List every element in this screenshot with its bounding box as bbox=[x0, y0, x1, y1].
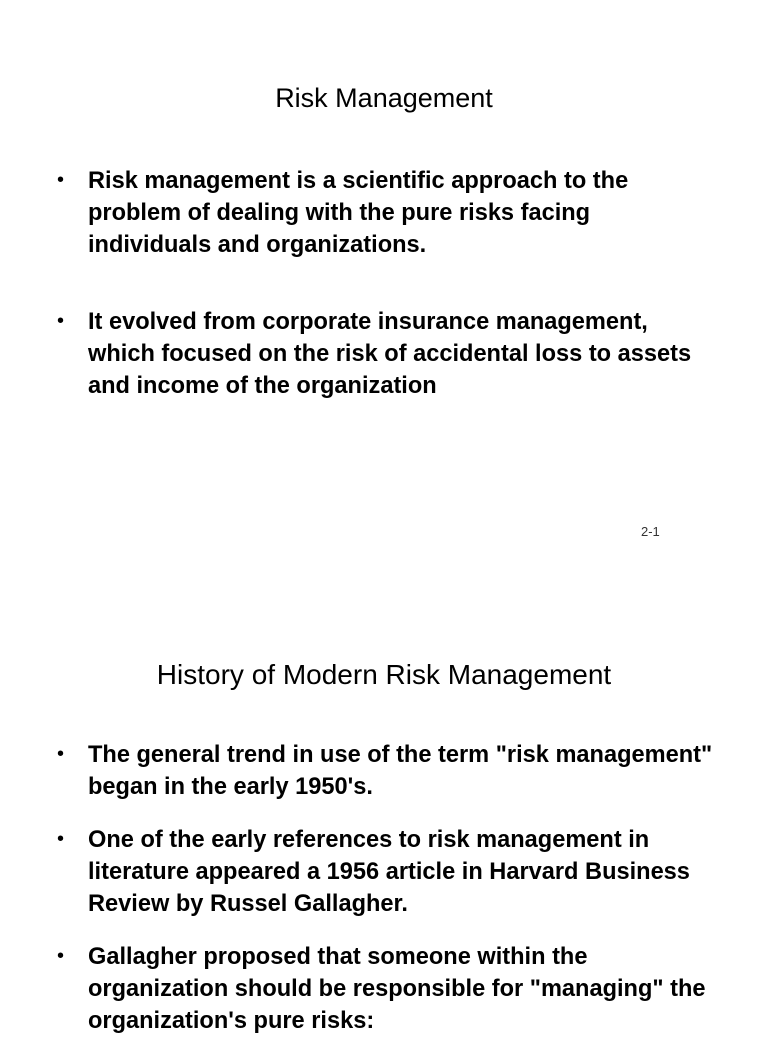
bullet-symbol: • bbox=[57, 828, 65, 850]
bullet-item bbox=[57, 824, 717, 920]
bullet-symbol: • bbox=[57, 945, 65, 967]
bullet-text: Risk management is a scientific approach to the problem of dealing with the pure risks facing individuals and organizations. bbox=[88, 168, 629, 258]
bullet-item bbox=[57, 165, 707, 261]
bullet-item bbox=[57, 739, 717, 803]
bullet-symbol: • bbox=[57, 310, 65, 332]
bullet-symbol: • bbox=[57, 169, 65, 191]
bullet-text: The general trend in use of the term "risk management" began in the early 1950's. bbox=[88, 742, 713, 800]
bullet-item bbox=[57, 306, 707, 402]
slide-title: History of Modern Risk Management bbox=[156, 659, 612, 690]
bullet-text: It evolved from corporate insurance management, which focused on the risk of accidental loss to assets and income of the organization bbox=[88, 309, 692, 399]
slide-history-modern-risk-management bbox=[0, 615, 768, 1034]
bullet-symbol: • bbox=[57, 743, 65, 765]
bullet-text: One of the early references to risk management in literature appeared a 1956 article in Harvard Business Review by Russel Gallagher. bbox=[88, 827, 690, 917]
bullet-text: Gallagher proposed that someone within the organization should be responsible for "managing" the organization's pure risks: bbox=[88, 944, 706, 1034]
slide-number: 2-1 bbox=[641, 524, 660, 539]
slide-title: Risk Management bbox=[275, 83, 493, 113]
bullet-item bbox=[57, 941, 717, 1037]
